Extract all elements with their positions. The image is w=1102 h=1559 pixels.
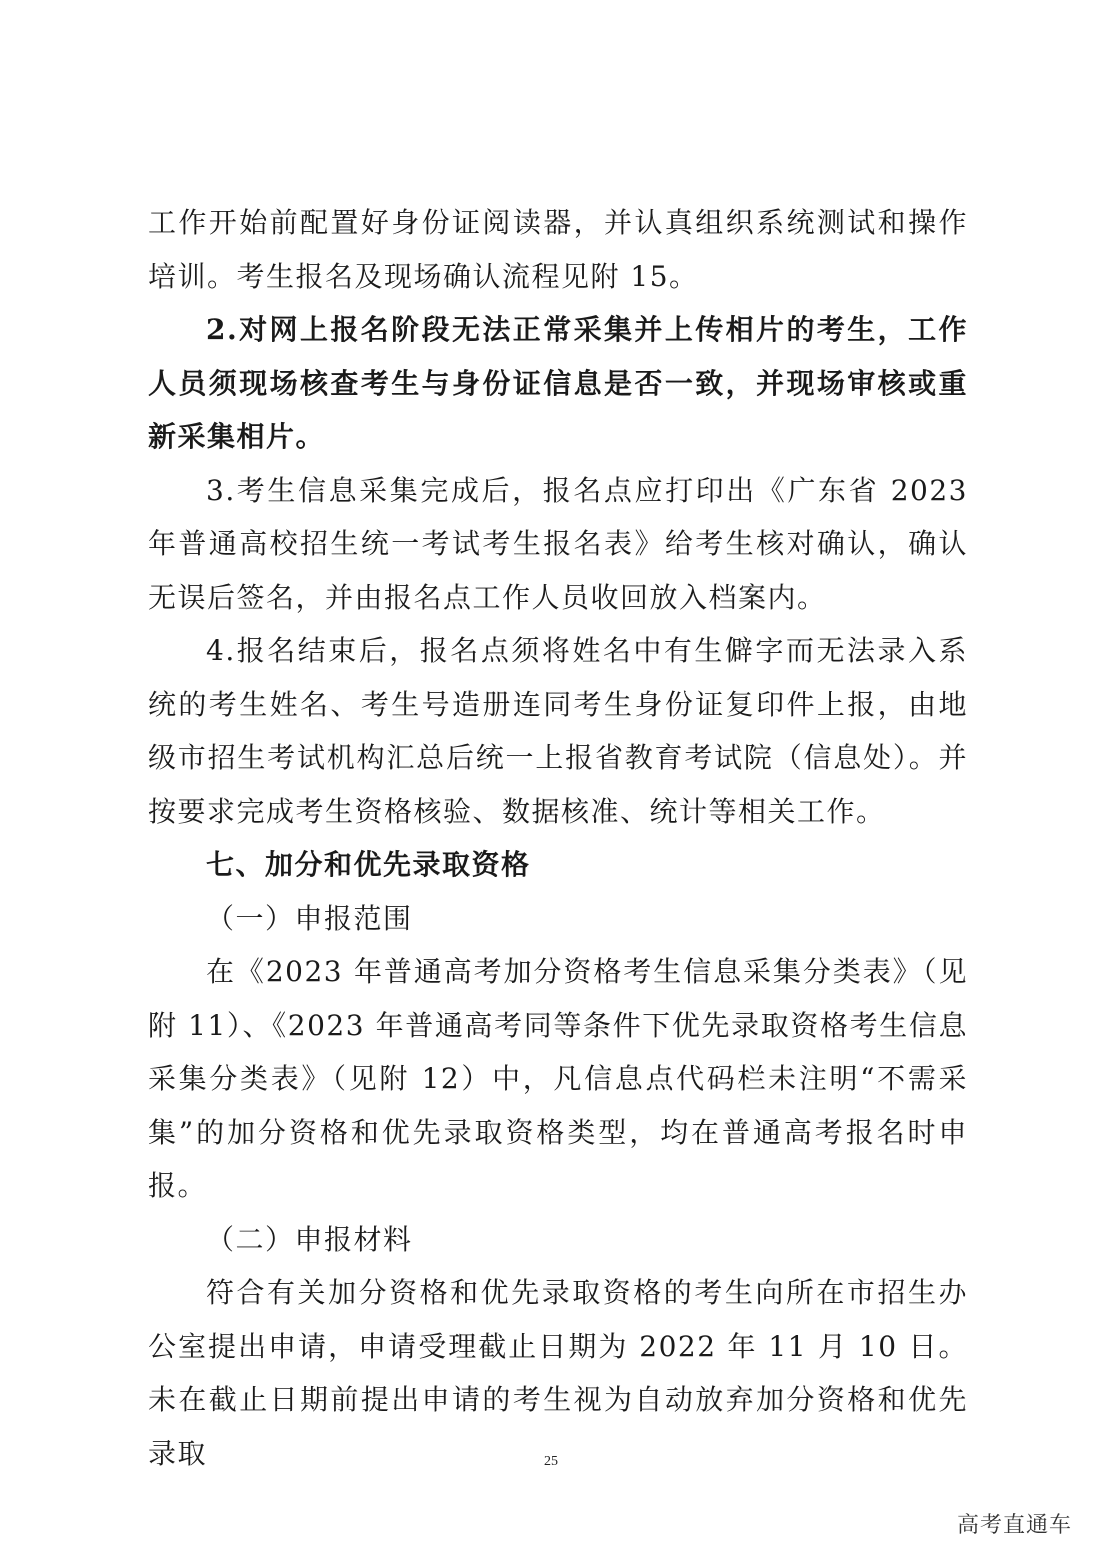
page-number: 25 — [544, 1454, 558, 1469]
subheading-scope: （一）申报范围 — [206, 901, 413, 935]
section-heading: 七、加分和优先录取资格 — [206, 848, 531, 881]
paragraph-bold-item-2: 2.对网上报名阶段无法正常采集并上传相片的考生，工作人员须现场核查考生与身份证信息是否一致，并现场审核或重新采集相片。 — [148, 313, 968, 453]
paragraph-continuation: 工作开始前配置好身份证阅读器，并认真组织系统测试和操作培训。考生报名及现场确认流程见附 15。 — [148, 206, 968, 293]
subheading-materials: （二）申报材料 — [206, 1222, 413, 1256]
watermark-text: 高考直通车 — [956, 1513, 1072, 1538]
paragraph-scope: 在《2023 年普通高考加分资格考生信息采集分类表》（见附 11）、《2023 年普通高考同等条件下优先录取资格考生信息采集分类表》（见附 12）中，凡信息点代码栏未注明“不需采集”的加分资格和优先录取资格类型，均在普通高考报名时申报。 — [148, 955, 968, 1202]
paragraph-item-4: 4.报名结束后，报名点须将姓名中有生僻字而无法录入系统的考生姓名、考生号造册连同考生身份证复印件上报，由地级市招生考试机构汇总后统一上报省教育考试院（信息处）。并按要求完成考生资格核验、数据核准、统计等相关工作。 — [148, 634, 968, 828]
paragraph-materials: 符合有关加分资格和优先录取资格的考生向所在市招生办公室提出申请，申请受理截止日期为 2022 年 11 月 10 日。未在截止日期前提出申请的考生视为自动放弃加分资格和优先录取 — [148, 1276, 968, 1470]
document-body — [148, 196, 968, 1480]
paragraph-item-3: 3.考生信息采集完成后，报名点应打印出《广东省 2023 年普通高校招生统一考试考生报名表》给考生核对确认，确认无误后签名，并由报名点工作人员收回放入档案内。 — [148, 473, 968, 614]
